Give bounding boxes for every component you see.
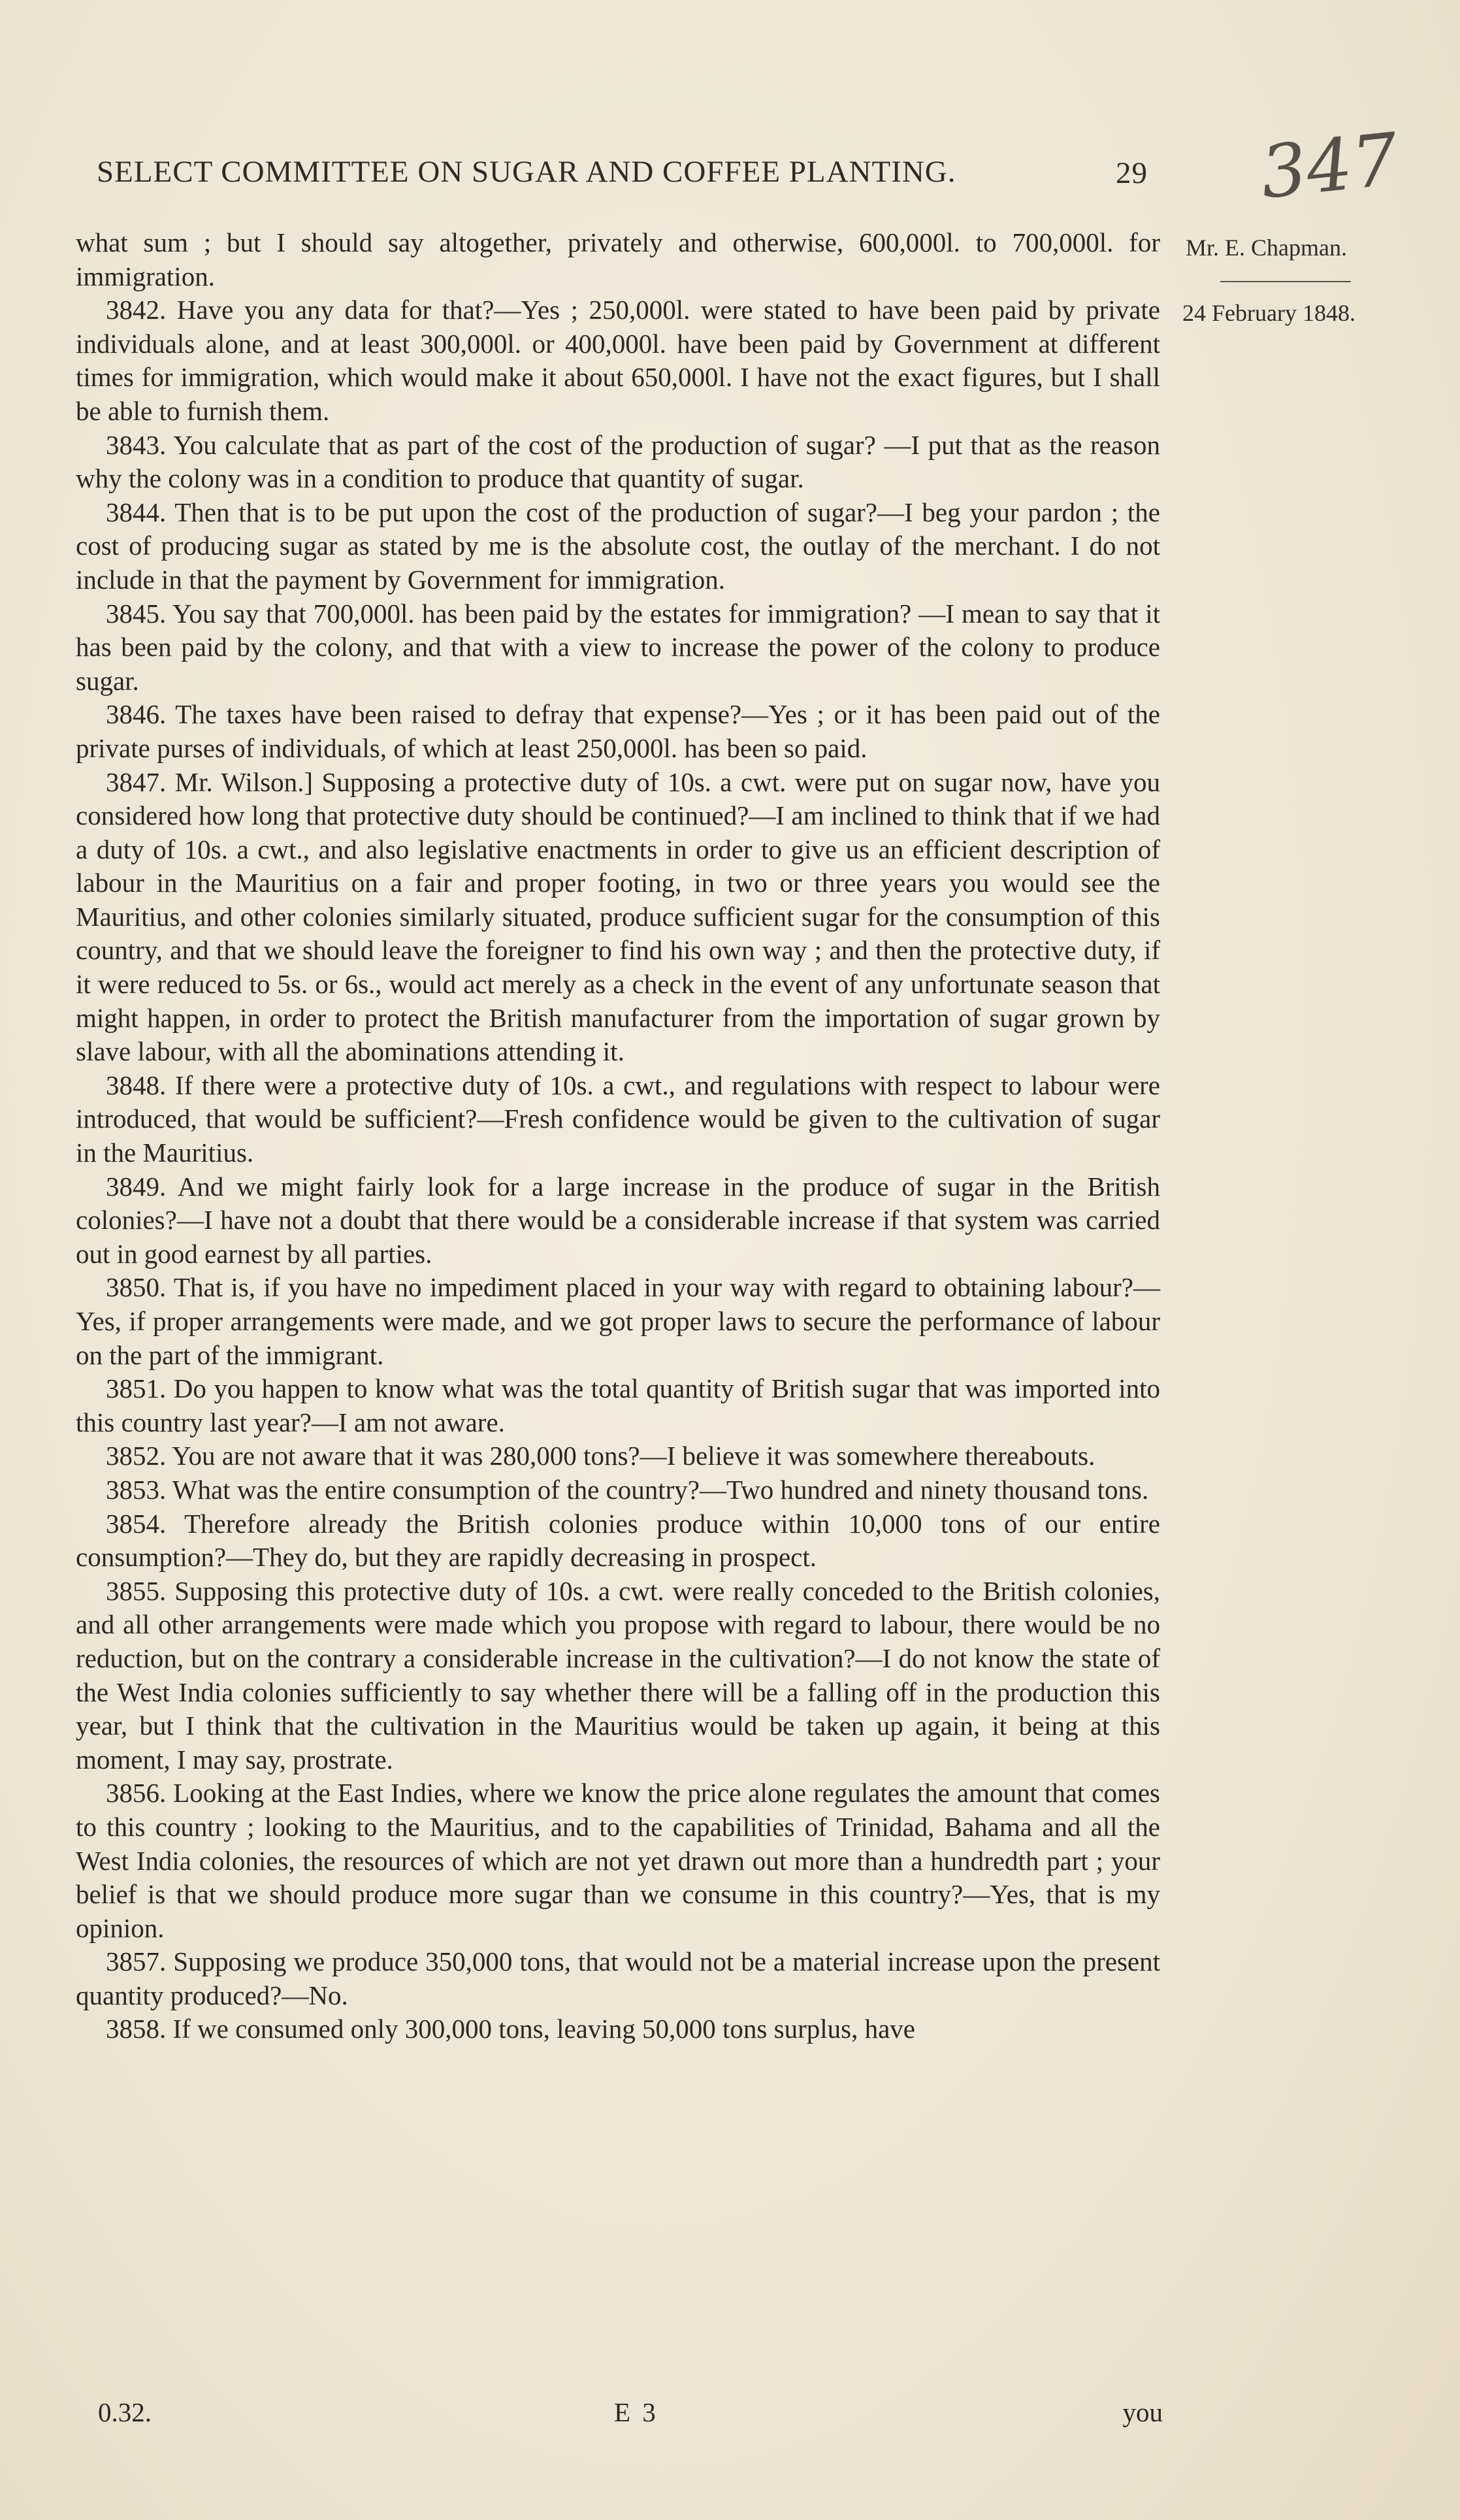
paragraph: 3845. You say that 700,000l. has been paid by the estates for immigration? —I mean to say that it has been paid by the colony, and that with a view to increase the power of the colony to produce sugar. xyxy=(76,598,1160,696)
margin-rule xyxy=(1220,281,1351,282)
footer-signature: E 3 xyxy=(614,2397,658,2427)
paragraph: 3851. Do you happen to know what was the total quantity of British sugar that was imported into this country last year?—I am not aware. xyxy=(76,1373,1160,1437)
paragraph: 3855. Supposing this protective duty of 10s. a cwt. were really conceded to the British colonies, and all other arrangements were made which you propose with regard to labour, there would be no reduction, but on the contrary a considerable increase in the cultivation?—I do not know the state of the West India colonies sufficiently to say whether there will be a falling off in the production this year, but I think that the cultivation in the Mauritius would be taken up again, it being at this moment, I may say, prostrate. xyxy=(76,1575,1160,1775)
body-text xyxy=(76,226,1160,2046)
paragraph: 3856. Looking at the East Indies, where we know the price alone regulates the amount that comes to this country ; looking to the Mauritius, and to the capabilities of Trinidad, Bahama and all the West India colonies, the resources of which are not yet drawn out more than a hundredth part ; your belief is that we should produce more sugar than we consume in this country?—Yes, that is my opinion. xyxy=(76,1778,1160,1943)
paragraph: 3846. The taxes have been raised to defray that expense?—Yes ; or it has been paid out of the private purses of individuals, of which at least 250,000l. has been so paid. xyxy=(76,699,1160,763)
paragraph: 3854. Therefore already the British colonies produce within 10,000 tons of our entire consumption?—They do, but they are rapidly decreasing in prospect. xyxy=(76,1508,1160,1573)
paragraph: 3857. Supposing we produce 350,000 tons, that would not be a material increase upon the present quantity produced?—No. xyxy=(76,1946,1160,2010)
running-header xyxy=(97,154,1148,190)
footer-sheet-mark: 0.32. xyxy=(98,2397,152,2427)
paragraph: 3848. If there were a protective duty of 10s. a cwt., and regulations with respect to labour were introduced, that would be sufficient?—Fresh confidence would be given to the cultivation of sugar in the Mauritius. xyxy=(76,1070,1160,1168)
handwritten-folio-number: 347 xyxy=(1256,117,1403,215)
paragraph: 3842. Have you any data for that?—Yes ; 250,000l. were stated to have been paid by private individuals alone, and at least 300,000l. or 400,000l. have been paid by Government at different times for immigration, which would make it about 650,000l. I have not the exact figures, but I shall be able to furnish them. xyxy=(76,295,1160,426)
paragraph: 3844. Then that is to be put upon the cost of the production of sugar?—I beg your pardon ; the cost of producing sugar as stated by me is the absolute cost, the outlay of the merchant. I do not include in that the payment by Government for immigration. xyxy=(76,497,1160,595)
footer-catchword: you xyxy=(1122,2397,1163,2427)
margin-date: 24 February 1848. xyxy=(1182,300,1355,326)
paragraph: 3847. Mr. Wilson.] Supposing a protective duty of 10s. a cwt. were put on sugar now, have you considered how long that protective duty should be continued?—I am inclined to think that if we had a duty of 10s. a cwt., and also legislative enactments in order to give us an efficient description of labour in the Mauritius on a fair and proper footing, in two or three years you would see the Mauritius, and other colonies similarly situated, produce sufficient sugar for the consumption of this country, and that we should leave the foreigner to find his own way ; and then the protective duty, if it were reduced to 5s. or 6s., would act merely as a check in the event of any unfortunate season that might happen, in order to protect the British manufacturer from the importation of sugar grown by slave labour, with all the abominations attending it. xyxy=(76,766,1160,1067)
paragraph: 3858. If we consumed only 300,000 tons, leaving 50,000 tons surplus, have xyxy=(106,2014,915,2044)
paragraph: 3852. You are not aware that it was 280,000 tons?—I believe it was somewhere thereabouts. xyxy=(106,1441,1095,1471)
margin-witness-name: Mr. E. Chapman. xyxy=(1186,235,1347,261)
paragraph: 3853. What was the entire consumption of the country?—Two hundred and ninety thousand tons. xyxy=(106,1474,1149,1505)
paragraph: 3849. And we might fairly look for a large increase in the produce of sugar in the British colonies?—I have not a doubt that there would be a considerable increase if that system was carried out in good earnest by all parties. xyxy=(76,1171,1160,1269)
header-title: SELECT COMMITTEE ON SUGAR AND COFFEE PLANTING. xyxy=(97,155,956,189)
page-number: 29 xyxy=(1116,156,1148,190)
paragraph: 3850. That is, if you have no impediment placed in your way with regard to obtaining labour?—Yes, if proper arrangements were made, and we got proper laws to secure the performance of labour on the part of the immigrant. xyxy=(76,1272,1160,1370)
paragraph: 3843. You calculate that as part of the cost of the production of sugar? —I put that as the reason why the colony was in a condition to produce that quantity of sugar. xyxy=(76,429,1160,494)
paragraph: what sum ; but I should say altogether, privately and otherwise, 600,000l. to 700,000l. for immigration. xyxy=(76,227,1160,291)
